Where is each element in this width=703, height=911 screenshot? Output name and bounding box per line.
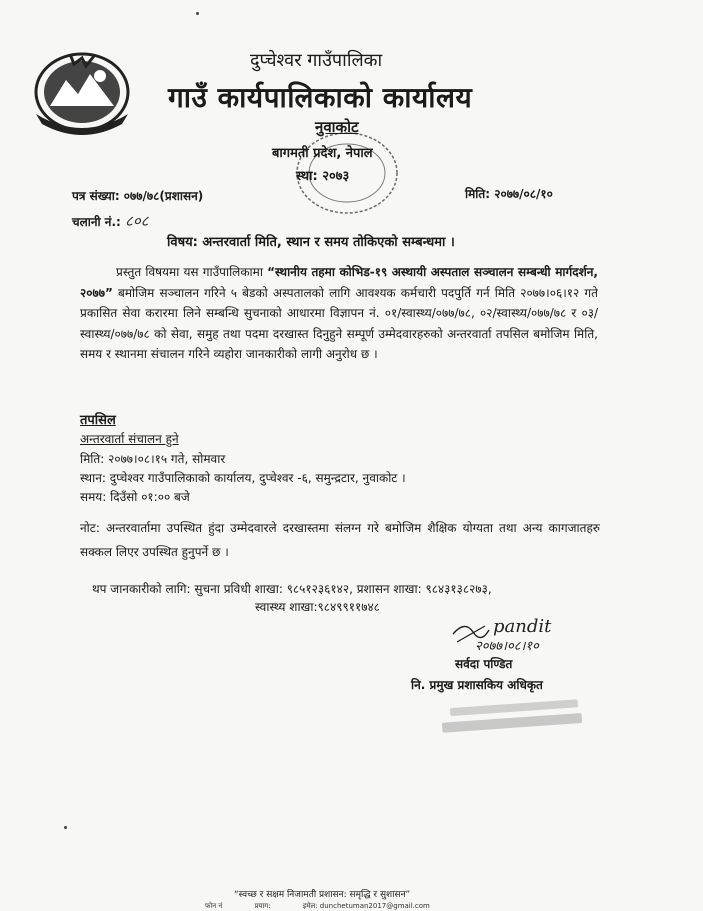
signatory-name: सर्वदा पण्डित xyxy=(455,657,513,671)
speck xyxy=(196,12,199,15)
municipality-emblem-icon xyxy=(30,50,134,136)
svg-text:२०७७।०८।१०: २०७७।०८।१० xyxy=(475,639,539,654)
designation-stamp-icon xyxy=(440,698,590,738)
district-name: नुवाकोट xyxy=(315,118,359,136)
note-paragraph: नोट: अन्तरवार्तामा उपस्थित हुंदा उम्मेदवारले दरखास्तमा संलग्न गरे बमोजिम शैक्षिक योग्यता तथा अन्य कागजातहरु सक्कल लिएर उपस्थित हुनुपर्ने छ । xyxy=(80,521,600,559)
letter-ref-number: पत्र संख्या: ०७७/७८(प्रशासन) xyxy=(72,189,204,203)
signatory-title: नि. प्रमुख प्रशासकिय अधिकृत xyxy=(411,678,543,692)
details-location: स्थान: दुप्चेश्वर गाउँपालिकाको कार्यालय, दुप्चेश्वर -६, समुन्द्रटार, नुवाकोट । xyxy=(80,471,406,485)
footer-phone-label: फोन नं xyxy=(205,902,223,910)
contact-line-2: स्वास्थ्य शाखा:९८४९९११७४८ xyxy=(255,600,380,614)
letter-date: मिति: २०७७/०८/१० xyxy=(465,187,553,201)
established-line: स्था: २०७३ xyxy=(296,169,350,184)
footer-web-label: प्रयाग: xyxy=(254,902,271,910)
speck xyxy=(64,826,67,829)
dispatch-label: चलानी नं.: xyxy=(72,215,121,229)
handwritten-signature-icon xyxy=(445,612,595,657)
body-text-2: बमोजिम सञ्चालन गरिने ५ बेडको अस्पतालको लागि आवश्यक कर्मचारी पदपुर्ति गर्न मिति २०७७।०६।१२ गते प्रकासित सेवा करारमा लिने सम्बन्धि सुचनाको आधारमा विज्ञापन नं. ०१/स्वास्थ्य/०७७/७८, ०२/स्वास्थ्य/०७७/७८ र ०३/स्वास्थ्य/०७७/७८ को सेवा, समुह तथा पदमा दरखास्त दिनुहुने सम्पूर्ण उम्मेदवारहरुको अन्तरवार्ता तपसिल बमोजिम मिति, समय र स्थानमा संचालन गरिने व्यहोरा जानकारीको लागी अनुरोध छ । xyxy=(80,285,598,361)
dispatch-value: ८०८ xyxy=(125,212,149,230)
footer-slogan: “स्वच्छ र सक्षम निजामती प्रशासन: समृद्धि र सुशासन” xyxy=(234,890,411,900)
contact-line-1: थप जानकारीको लागि: सुचना प्रविधी शाखा: ९८५१२३६१४२, प्रशासन शाखा: ९८४३१३८२७३, xyxy=(92,582,492,596)
dispatch-number xyxy=(72,211,148,231)
office-title: गाउँ कार्यपालिकाको कार्यालय xyxy=(168,81,473,114)
details-title: तपसिल xyxy=(80,413,116,428)
svg-text:pandit: pandit xyxy=(493,616,552,637)
letter-subject: विषय: अन्तरवार्ता मिति, स्थान र समय तोकिएको सम्बन्धमा । xyxy=(167,235,455,250)
details-time: समय: दिउँसो ०१:०० बजे xyxy=(80,490,190,504)
body-guideline-title: “स्थानीय तहमा कोभिड-१९ अस्थायी अस्पताल सञ्चालन सम्बन्धी मार्गदर्शन, २०७७” xyxy=(80,265,598,300)
municipality-name: दुप्चेश्वर गाउँपालिका xyxy=(250,50,383,71)
body-text-1: प्रस्तुत विषयमा यस गाउँपालिकामा xyxy=(116,265,263,279)
province-line: बागमती प्रदेश, नेपाल xyxy=(272,146,373,161)
footer-email: इमेल: dunchetuman2017@gmail.com xyxy=(302,902,430,910)
details-line-1: अन्तरवार्ता संचालन हुने xyxy=(80,432,179,446)
details-date: मिति: २०७७।०८।१५ गते, सोमवार xyxy=(80,452,226,466)
body-paragraph xyxy=(80,262,598,365)
